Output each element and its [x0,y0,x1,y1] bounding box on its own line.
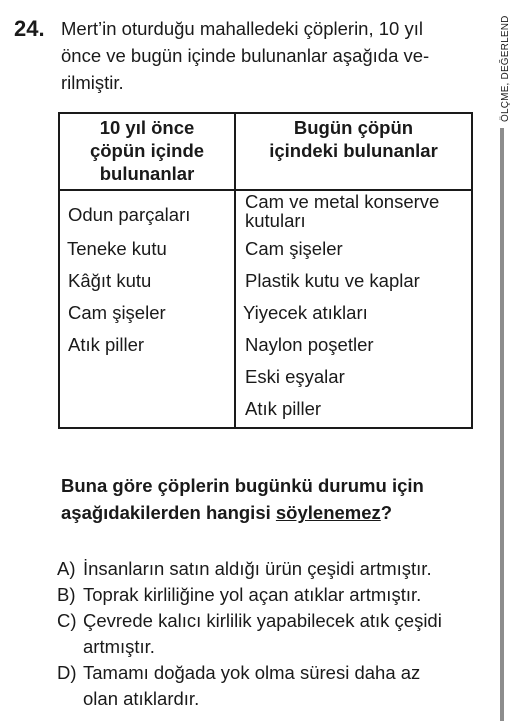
table-header-today [235,113,472,190]
option-letter: B) [57,584,76,605]
stem-line: rilmiştir. [61,72,124,93]
option-letter: D) [57,662,77,683]
option-text: Çevrede kalıcı kirlilik yapabilecek atık çeşidi [83,610,442,631]
header-line: içindeki bulunanlar [269,140,438,161]
prompt-line: Buna göre çöplerin bugünkü durumu için [61,475,424,496]
list-item: Plastik kutu ve kaplar [245,270,420,291]
list-item: Yiyecek atıkları [243,302,368,323]
option-text: Tamamı doğada yok olma süresi daha az [83,662,421,683]
option-text-continued: olan atıklardır. [83,688,200,709]
list-item: Cam şişeler [245,238,343,259]
question-prompt [61,472,424,526]
table-header-past [59,113,235,190]
side-margin-label [498,0,514,122]
option-letter: A) [57,558,76,579]
list-item: Kâğıt kutu [68,270,152,291]
list-item: Atık piller [68,334,145,355]
stem-line: önce ve bugün içinde bulunanlar aşağıda ve- [61,45,430,66]
list-item: Odun parçaları [68,204,191,225]
header-line: bulunanlar [99,163,195,184]
answer-options [57,556,442,712]
today-items-cell [235,190,472,428]
stem-line: Mert’in oturduğu mahalledeki çöplerin, 10 yıl [61,18,423,39]
list-item-line: Cam ve metal konserve [245,191,440,212]
header-line: çöpün içinde [89,140,205,161]
option-b[interactable] [57,582,442,608]
option-letter: C) [57,610,77,631]
side-label-text: ÖLÇME, DEĞERLEND [500,15,511,122]
option-d[interactable] [57,660,442,712]
question-number: 24. [14,16,45,41]
option-text: İnsanların satın aldığı ürün çeşidi artmıştır. [83,558,432,579]
past-items-cell [59,190,235,428]
prompt-text: aşağıdakilerden hangisi [61,502,276,523]
list-item: Eski eşyalar [245,366,345,387]
prompt-mark: ? [380,502,393,523]
header-line: Bugün çöpün [293,117,414,138]
question-stem [61,15,486,96]
list-item [245,192,439,230]
garbage-contents-table [58,112,473,429]
list-item: Naylon poşetler [245,334,374,355]
option-a[interactable] [57,556,442,582]
list-item: Atık piller [245,398,322,419]
side-margin-bar [500,128,504,721]
list-item: Cam şişeler [68,302,166,323]
option-text: Toprak kirliliğine yol açan atıklar artmıştır. [83,584,422,605]
list-item-line: kutuları [245,210,306,231]
option-c[interactable] [57,608,442,660]
header-line: 10 yıl önce [99,117,195,138]
prompt-emphasis: söylenemez [275,502,381,523]
option-text-continued: artmıştır. [83,636,155,657]
list-item: Teneke kutu [67,238,167,259]
prompt-line [61,499,424,526]
